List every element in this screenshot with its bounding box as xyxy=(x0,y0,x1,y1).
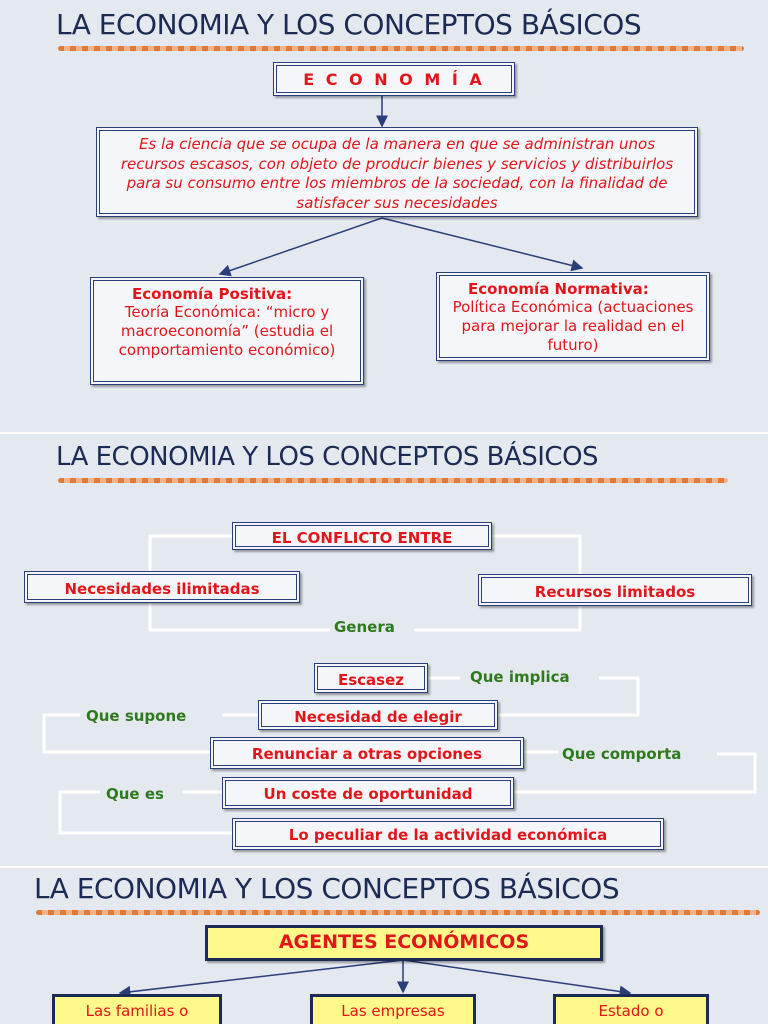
opportunity-cost-label: Un coste de oportunidad xyxy=(263,785,473,803)
is-label: Que es xyxy=(106,785,164,803)
slide-agentes xyxy=(0,868,768,1024)
slide-economia xyxy=(0,0,768,432)
scarcity-label: Escasez xyxy=(337,671,405,689)
arrow-to-normative xyxy=(382,218,582,268)
choose-box xyxy=(258,700,498,730)
implies-label: Que implica xyxy=(470,668,570,686)
resources-label: Recursos limitados xyxy=(534,583,696,601)
positive-economy-box xyxy=(90,277,364,385)
arrow-to-positive xyxy=(220,218,382,274)
slide-title: LA ECONOMIA Y LOS CONCEPTOS BÁSICOS xyxy=(56,8,642,41)
families-box xyxy=(52,994,222,1024)
definition-box xyxy=(96,127,698,217)
state-label: Estado o xyxy=(598,1002,664,1020)
renounce-label: Renunciar a otras opciones xyxy=(251,745,483,763)
companies-label: Las empresas xyxy=(341,1002,445,1020)
needs-label: Necesidades ilimitadas xyxy=(64,580,260,598)
economia-label: E C O N O M Í A xyxy=(303,70,485,89)
opportunity-cost-box xyxy=(222,777,514,809)
peculiar-box xyxy=(232,818,664,850)
normative-economy-box xyxy=(436,272,710,361)
conflict-label: EL CONFLICTO ENTRE xyxy=(271,529,453,547)
economia-box xyxy=(273,62,515,96)
positive-body: Teoría Económica: “micro y macroeconomía” (estudia el comportamiento económico) xyxy=(118,303,336,359)
slide-conflicto xyxy=(0,434,768,866)
renounce-box xyxy=(210,737,524,769)
choose-label: Necesidad de elegir xyxy=(294,708,462,726)
families-label: Las familias o xyxy=(85,1002,189,1020)
needs-box xyxy=(24,571,300,603)
scarcity-box xyxy=(314,663,428,693)
companies-box xyxy=(310,994,476,1024)
state-box xyxy=(553,994,709,1024)
normative-body: Política Económica (actuaciones para mejorar la realidad en el futuro) xyxy=(452,298,694,354)
generates-label: Genera xyxy=(334,618,395,636)
resources-box xyxy=(478,574,752,606)
definition-text: Es la ciencia que se ocupa de la manera en que se administran unos recursos escasos, con objeto de producir bienes y servicios y distribuirlos para su consumo entre los miembros de la sociedad, con la finalidad de satisfacer sus necesidades xyxy=(120,135,674,212)
agents-label: AGENTES ECONÓMICOS xyxy=(278,931,530,953)
entails-label: Que comporta xyxy=(562,745,682,763)
conflict-box xyxy=(232,522,492,550)
positive-heading: Economía Positiva: xyxy=(132,285,293,303)
normative-heading: Economía Normativa: xyxy=(468,280,649,298)
agents-box xyxy=(205,925,603,961)
supposes-label: Que supone xyxy=(86,707,187,725)
arrow-to-families xyxy=(120,960,403,993)
arrow-to-state xyxy=(403,960,630,993)
slide-title: LA ECONOMIA Y LOS CONCEPTOS BÁSICOS xyxy=(56,442,599,472)
slide-title: LA ECONOMIA Y LOS CONCEPTOS BÁSICOS xyxy=(34,872,620,905)
peculiar-label: Lo peculiar de la actividad económica xyxy=(288,826,608,844)
